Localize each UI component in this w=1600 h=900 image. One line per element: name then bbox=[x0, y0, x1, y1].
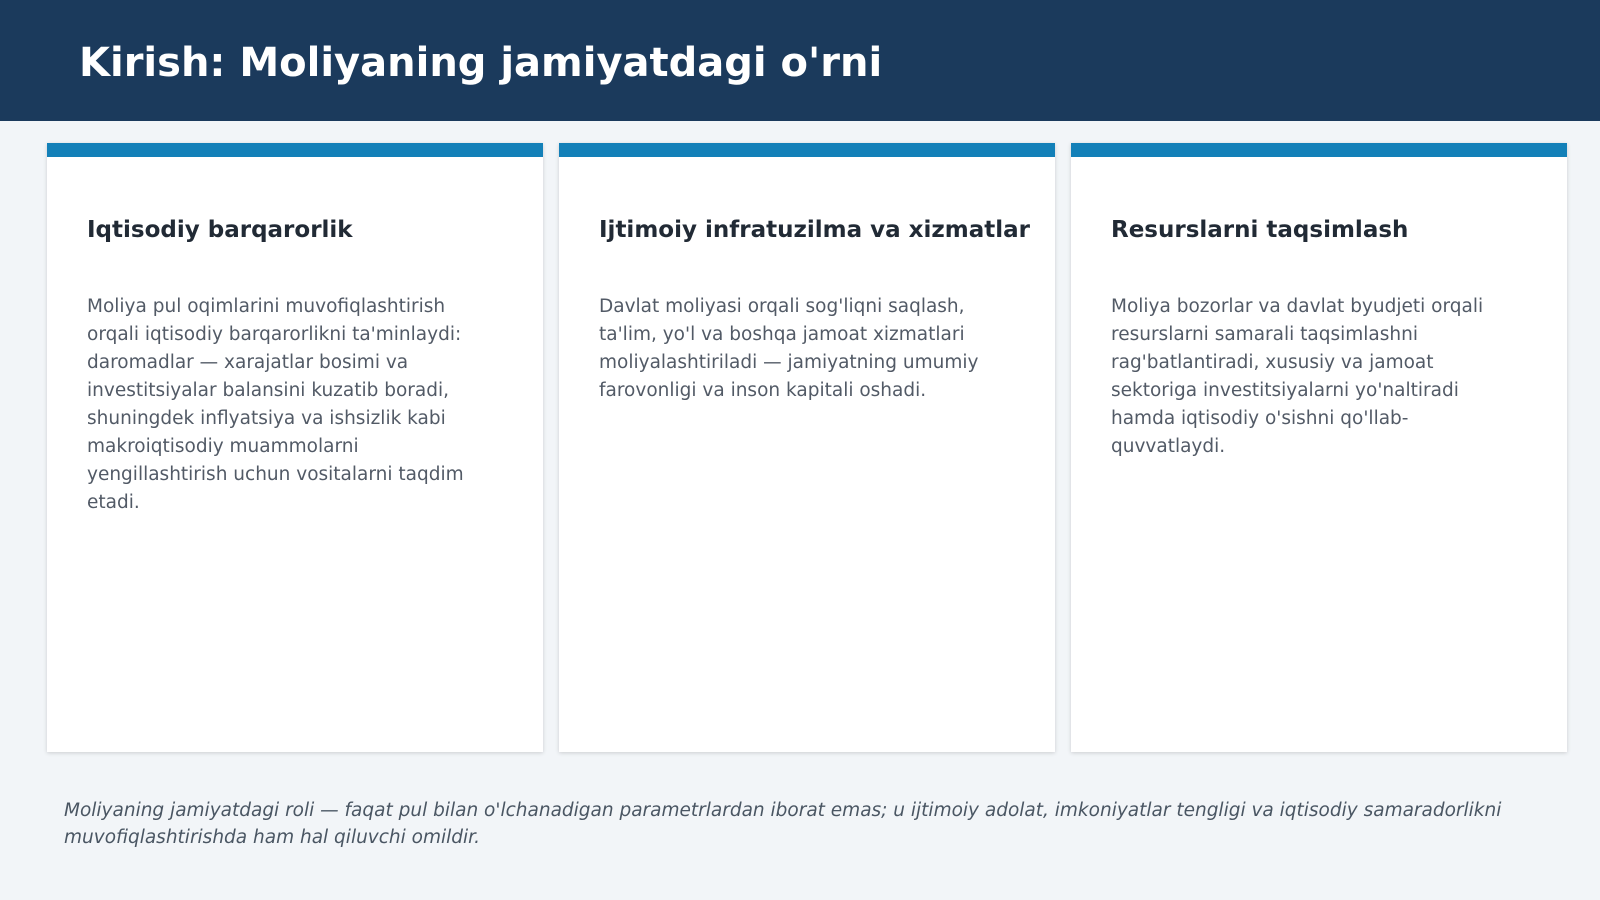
card-title: Iqtisodiy barqarorlik bbox=[87, 217, 353, 243]
slide-header bbox=[0, 0, 1600, 121]
card-title: Ijtimoiy infratuzilma va xizmatlar bbox=[599, 217, 1030, 243]
footer-note: Moliyaning jamiyatdagi roli — faqat pul bilan o'lchanadigan parametrlardan iborat emas; u ijtimoiy adolat, imkoniyatlar tengligi va iqtisodiy samaradorlikni muvofiqlashtirishda ham hal qiluvchi omildir. bbox=[64, 800, 1502, 848]
card-ijtimoiy-infratuzilma bbox=[559, 143, 1055, 752]
card-body: Davlat moliyasi orqali sog'liqni saqlash, ta'lim, yo'l va boshqa jamoat xizmatlari moliyalashtiriladi — jamiyatning umumiy farovonligi va inson kapitali oshadi. bbox=[599, 296, 979, 401]
card-title: Resurslarni taqsimlash bbox=[1111, 217, 1409, 243]
card-resurslarni-taqsimlash bbox=[1071, 143, 1567, 752]
slide-title: Kirish: Moliyaning jamiyatdagi o'rni bbox=[79, 40, 883, 86]
card-body: Moliya pul oqimlarini muvofiqlashtirish orqali iqtisodiy barqarorlikni ta'minlaydi: daromadlar — xarajatlar bosimi va investitsiyalar balansini kuzatib boradi, shuningdek inflyatsiya va ishsizlik kabi makroiqtisodiy muammolarni yengillashtirish uchun vositalarni taqdim etadi. bbox=[87, 296, 464, 513]
card-body: Moliya bozorlar va davlat byudjeti orqali resurslarni samarali taqsimlashni rag'batlantiradi, xususiy va jamoat sektoriga investitsiyalarni yo'naltiradi hamda iqtisodiy o'sishni qo'llab-quvvatlaydi. bbox=[1111, 296, 1484, 457]
card-iqtisodiy-barqarorlik bbox=[47, 143, 543, 752]
